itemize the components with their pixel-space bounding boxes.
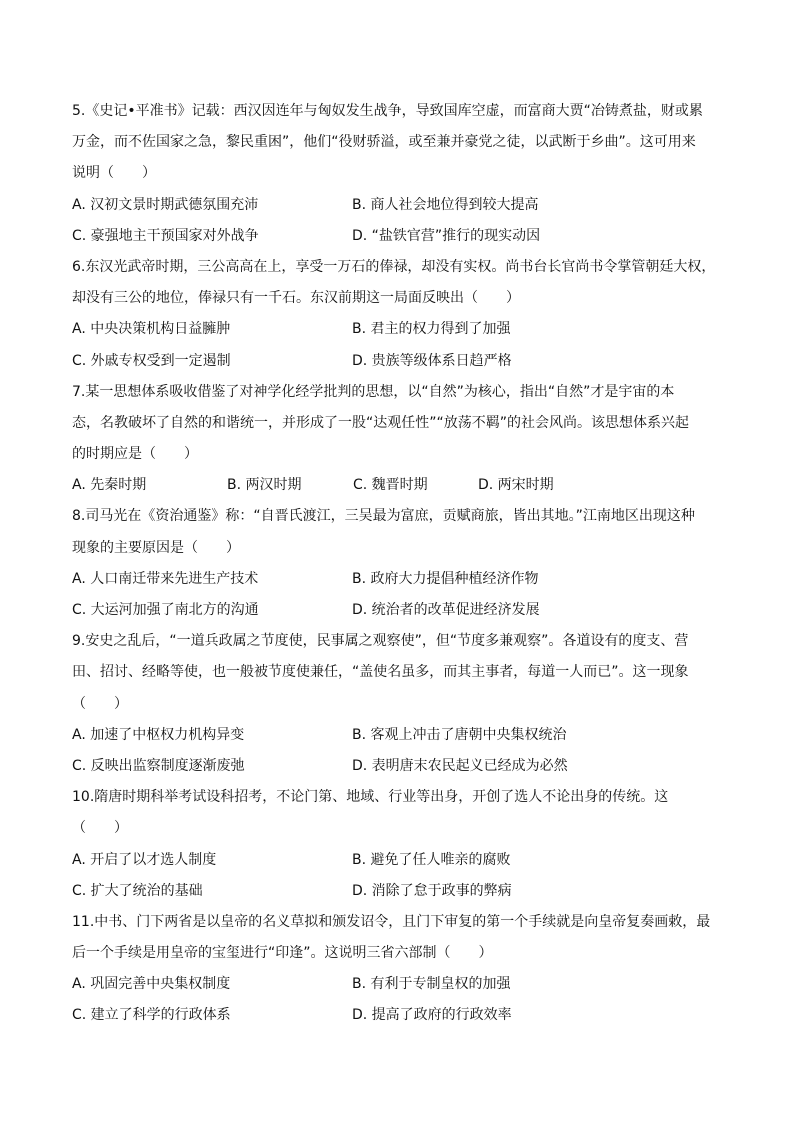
option-a[interactable]: A. 开启了以才选人制度 bbox=[72, 851, 217, 868]
option-c[interactable]: C. 反映出监察制度逐渐废弛 bbox=[72, 757, 245, 774]
option-row bbox=[72, 1000, 722, 1031]
question-text-line: 态，名教破坏了自然的和谐统一，并形成了一股“达观任性”“放荡不羁”的社会风尚。该思想体系兴起 bbox=[72, 414, 690, 431]
question-text-line: 6.东汉光武帝时期，三公高高在上，享受一万石的俸禄，却没有实权。尚书台长官尚书令掌管朝廷大权， bbox=[72, 258, 716, 275]
question-text-line: 却没有三公的地位，俸禄只有一千石。东汉前期这一局面反映出（ ） bbox=[72, 290, 520, 307]
option-a[interactable]: A. 加速了中枢权力机构异变 bbox=[72, 726, 245, 743]
option-d[interactable]: D. 提高了政府的行政效率 bbox=[352, 1007, 512, 1024]
option-c[interactable]: C. 豪强地主干预国家对外战争 bbox=[72, 227, 259, 244]
question-text-line: 田、招讨、经略等使，也一般被节度使兼任，“盖使名虽多，而其主事者，每道一人而已”。这一现象 bbox=[72, 664, 689, 681]
question-9 bbox=[72, 626, 722, 782]
question-text-line: 现象的主要原因是（ ） bbox=[72, 539, 240, 556]
option-a[interactable]: A. 中央决策机构日益臃肿 bbox=[72, 321, 231, 338]
question-text-line: （ ） bbox=[72, 695, 128, 712]
option-d[interactable]: D. “盐铁官营”推行的现实动因 bbox=[352, 227, 541, 244]
option-row bbox=[72, 969, 722, 1000]
option-a[interactable]: A. 汉初文景时期武德氛围充沛 bbox=[72, 196, 259, 213]
option-row bbox=[72, 845, 722, 876]
option-d[interactable]: D. 统治者的改革促进经济发展 bbox=[352, 602, 540, 618]
option-d[interactable]: D. 贵族等级体系日趋严格 bbox=[352, 352, 512, 369]
option-row bbox=[72, 470, 722, 501]
option-b[interactable]: B. 两汉时期 bbox=[227, 477, 302, 494]
option-d[interactable]: D. 表明唐末农民起义已经成为必然 bbox=[352, 757, 568, 774]
question-text-line: 后一个手续是用皇帝的宝玺进行“印逢”。这说明三省六部制（ ） bbox=[72, 945, 493, 962]
option-row bbox=[72, 190, 722, 221]
question-text-line: 5.《史记•平准书》记载：西汉因连年与匈奴发生战争，导致国库空虚，而富商大贾“冶铸煮盐，财或累 bbox=[72, 103, 703, 119]
option-row bbox=[72, 221, 722, 252]
option-row bbox=[72, 720, 722, 751]
option-row bbox=[72, 751, 722, 782]
question-text-line: 说明（ ） bbox=[72, 165, 156, 182]
option-row bbox=[72, 314, 722, 345]
question-text-line: 万金，而不佐国家之急，黎民重困”，他们“役财骄溢，或至兼并豪党之徒，以武断于乡曲”。这可用来 bbox=[72, 134, 696, 151]
question-text-line: 11.中书、门下两省是以皇帝的名义草拟和颁发诏令，且门下审复的第一个手续就是向皇帝复奏画敕，最 bbox=[72, 913, 711, 930]
option-c[interactable]: C. 扩大了统治的基础 bbox=[72, 882, 203, 899]
question-text-line: （ ） bbox=[72, 820, 128, 837]
option-d[interactable]: D. 两宋时期 bbox=[478, 477, 554, 494]
option-c[interactable]: C. 外戚专权受到一定遏制 bbox=[72, 352, 231, 369]
question-7 bbox=[72, 377, 722, 502]
question-11 bbox=[72, 907, 722, 1032]
option-a[interactable]: A. 巩固完善中央集权制度 bbox=[72, 976, 231, 993]
option-c[interactable]: C. 大运河加强了南北方的沟通 bbox=[72, 602, 259, 618]
option-row bbox=[72, 876, 722, 907]
question-text-line: 的时期应是（ ） bbox=[72, 446, 198, 463]
question-text-line: 9.安史之乱后，“一道兵政属之节度使，民事属之观察使”，但“节度多兼观察”。各道设有的度支、营 bbox=[72, 633, 689, 650]
question-text-line: 8.司马光在《资治通鉴》称：“自晋氏渡江，三吴最为富庶，贡赋商旅，皆出其地。”江南地区出现这种 bbox=[72, 508, 695, 525]
option-b[interactable]: B. 有利于专制皇权的加强 bbox=[352, 976, 511, 993]
question-5 bbox=[72, 96, 722, 252]
question-text-line: 7.某一思想体系吸收借鉴了对神学化经学批判的思想，以“自然”为核心，指出“自然”才是宇宙的本 bbox=[72, 383, 675, 400]
option-c[interactable]: C. 魏晋时期 bbox=[353, 477, 428, 494]
exam-page bbox=[72, 96, 722, 1032]
question-text-line: 10.隋唐时期科举考试设科招考，不论门第、地域、行业等出身，开创了选人不论出身的传统。这 bbox=[72, 789, 669, 806]
question-10 bbox=[72, 782, 722, 907]
option-a[interactable]: A. 人口南迁带来先进生产技术 bbox=[72, 570, 259, 587]
option-a[interactable]: A. 先秦时期 bbox=[72, 477, 147, 494]
option-b[interactable]: B. 避免了任人唯亲的腐败 bbox=[352, 851, 511, 868]
option-b[interactable]: B. 政府大力提倡种植经济作物 bbox=[352, 570, 539, 587]
question-8 bbox=[72, 501, 722, 626]
option-b[interactable]: B. 客观上冲击了唐朝中央集权统治 bbox=[352, 726, 567, 743]
option-row bbox=[72, 595, 722, 626]
question-6 bbox=[72, 252, 722, 377]
option-row bbox=[72, 564, 722, 595]
option-b[interactable]: B. 商人社会地位得到较大提高 bbox=[352, 196, 539, 213]
option-b[interactable]: B. 君主的权力得到了加强 bbox=[352, 321, 511, 338]
option-c[interactable]: C. 建立了科学的行政体系 bbox=[72, 1007, 231, 1024]
option-d[interactable]: D. 消除了怠于政事的弊病 bbox=[352, 882, 512, 899]
option-row bbox=[72, 346, 722, 377]
